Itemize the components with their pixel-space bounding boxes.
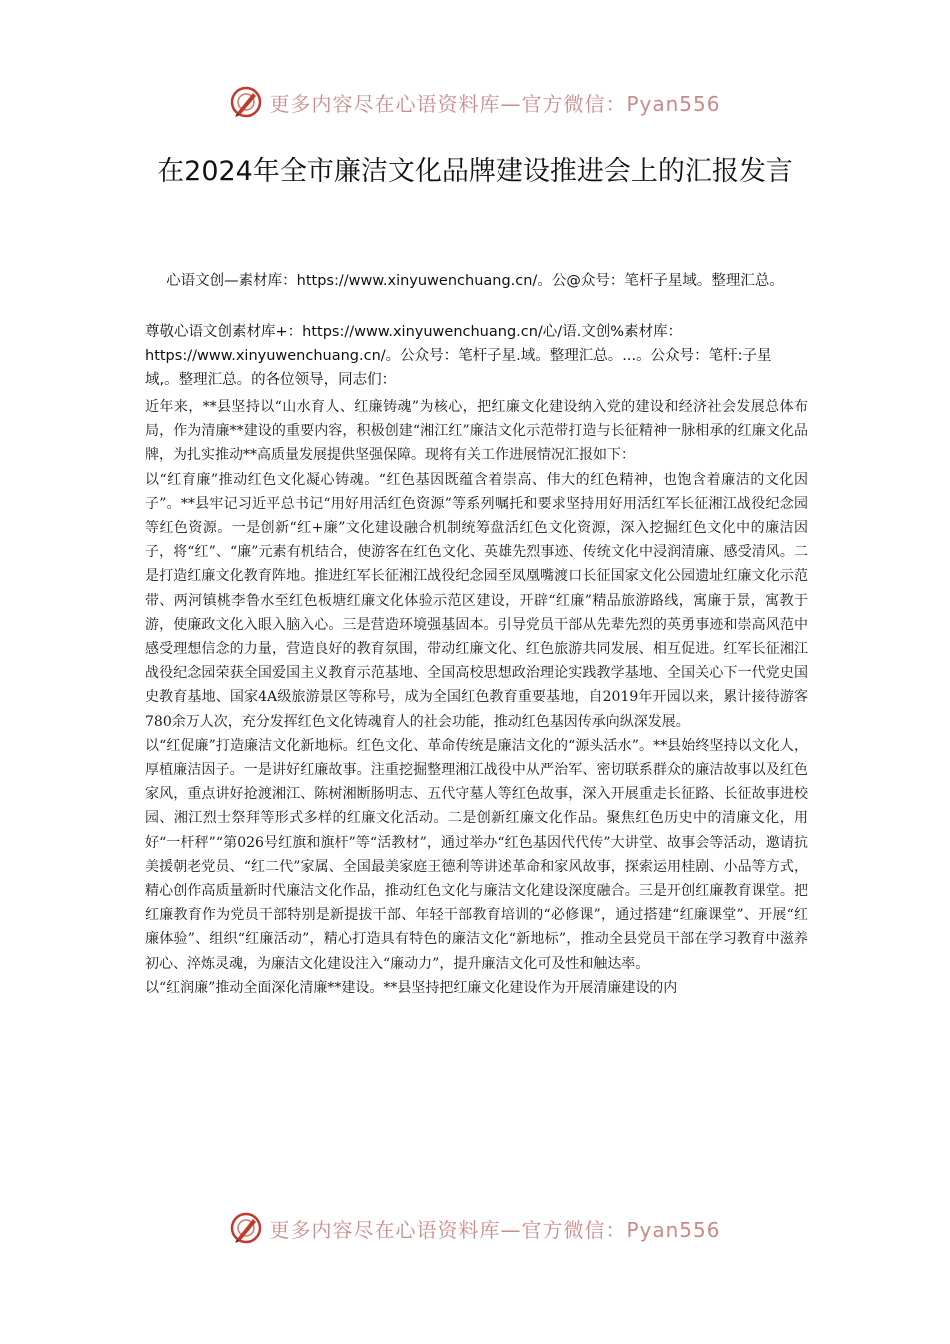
footer-watermark-banner bbox=[0, 1208, 950, 1248]
body-paragraph-section-2: 以“红促廉”打造廉洁文化新地标。红色文化、革命传统是廉洁文化的“源头活水”。**县始终坚持以文化人，厚植廉洁因子。一是讲好红廉故事。注重挖掘整理湘江战役中从严治军、密切联系群众的廉洁故事以及红色家风，重点讲好抢渡湘江、陈树湘断肠明志、五代守墓人等红色故事，深入开展重走长征路、长征故事进校园、湘江烈士祭拜等形式多样的红廉文化活动。二是创新红廉文化作品。聚焦红色历史中的清廉文化，用好“一杆秤”“第026号红旗和旗杆”等“活教材”，通过举办“红色基因代代传”大讲堂、故事会等活动，邀请抗美援朝老党员、“红二代”家属、全国最美家庭王德利等讲述革命和家风故事，探索运用桂剧、小品等方式，精心创作高质量新时代廉洁文化作品，推动红色文化与廉洁文化建设深度融合。三是开创红廉教育课堂。把红廉教育作为党员干部特别是新提拔干部、年轻干部教育培训的“必修课”，通过搭建“红廉课堂”、开展“红廉体验”、组织“红廉活动”，精心打造具有特色的廉洁文化“新地标”，推动全县党员干部在学习教育中滋养初心、淬炼灵魂，为廉洁文化建设注入“廉动力”，提升廉洁文化可及性和触达率。 bbox=[145, 737, 808, 972]
body-paragraph-section-3: 以“红润廉”推动全面深化清廉**建设。**县坚持把红廉文化建设作为开展清廉建设的内 bbox=[145, 979, 678, 996]
document-subtitle: 心语文创—素材库：https://www.xinyuwenchuang.cn/。公@众号：笔杆子星域。整理汇总。 bbox=[166, 273, 784, 289]
pen-logo-icon bbox=[229, 85, 263, 119]
document-greeting: 尊敬心语文创素材库+：https://www.xinyuwenchuang.cn/心/语.文创%素材库：https://www.xinyuwenchuang.cn/。公众号：笔杆子星.域。整理汇总。...。公众号：笔杆:子星域,。整理汇总。的各位领导，同志们： bbox=[145, 324, 772, 388]
header-watermark-banner bbox=[0, 82, 950, 122]
pen-logo-icon bbox=[229, 1211, 263, 1245]
body-paragraph-intro: 近年来，**县坚持以“山水育人、红廉铸魂”为核心，把红廉文化建设纳入党的建设和经济社会发展总体布局，作为清廉**建设的重要内容，积极创建“湘江红”廉洁文化示范带打造与长征精神一脉相承的红廉文化品牌，为扎实推动**高质量发展提供坚强保障。现将有关工作进展情况汇报如下： bbox=[145, 399, 808, 464]
watermark-text: 更多内容尽在心语资料库—官方微信：Pyan556 bbox=[269, 1217, 721, 1242]
watermark-text: 更多内容尽在心语资料库—官方微信：Pyan556 bbox=[269, 91, 721, 116]
page-title: 在2024年全市廉洁文化品牌建设推进会上的汇报发言 bbox=[157, 156, 793, 187]
body-paragraph-section-1: 以“红育廉”推动红色文化凝心铸魂。“红色基因既蕴含着崇高、伟大的红色精神，也饱含着廉洁的文化因子”。**县牢记习近平总书记“用好用活红色资源”等系列嘱托和要求坚持用好用活红军长征湘江战役纪念园等红色资源。一是创新“红+廉”文化建设融合机制统筹盘活红色文化资源，深入挖掘红色文化中的廉洁因子，将“红”、“廉”元素有机结合，使游客在红色文化、英雄先烈事迹、传统文化中浸润清廉、感受清风。二是打造红廉文化教育阵地。推进红军长征湘江战役纪念园至凤凰嘴渡口长征国家文化公园遗址红廉文化示范带、两河镇桃李鲁水至红色板塘红廉文化体验示范区建设，开辟“红廉”精品旅游路线，寓廉于景，寓教于游，使廉政文化入眼入脑入心。三是营造环境强基固本。引导党员干部从先辈先烈的英勇事迹和崇高风范中感受理想信念的力量，营造良好的教育氛围，带动红廉文化、红色旅游共同发展、相互促进。红军长征湘江战役纪念园荣获全国爱国主义教育示范基地、全国高校思想政治理论实践教学基地、全国关心下一代党史国史教育基地、国家4A级旅游景区等称号，成为全国红色教育重要基地，自2019年开园以来，累计接待游客780余万人次，充分发挥红色文化铸魂育人的社会功能，推动红色基因传承向纵深发展。 bbox=[145, 471, 808, 730]
document-body bbox=[145, 395, 808, 1000]
